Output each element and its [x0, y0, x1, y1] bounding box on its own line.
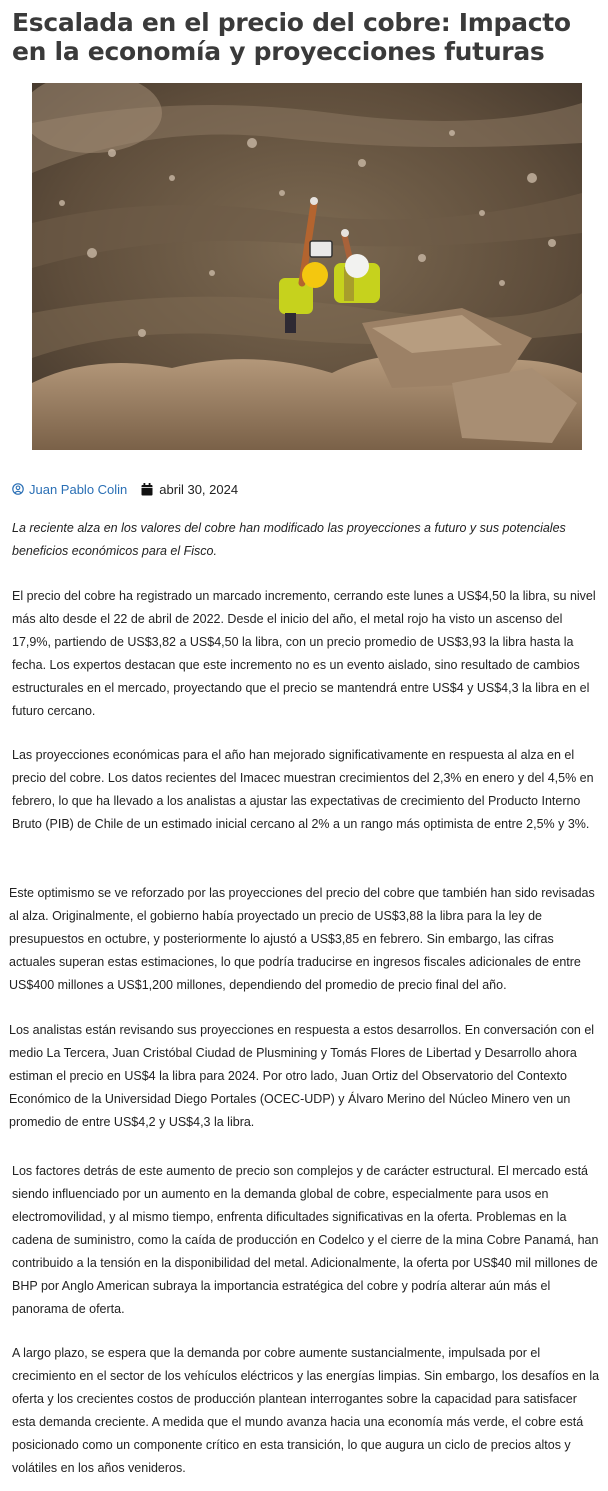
publish-date-wrap — [141, 482, 238, 497]
article-paragraph-2: Las proyecciones económicas para el año han mejorado significativamente en respuesta al alza en el precio del cobre. Los datos recientes del Imacec muestran crecimientos del 2,3% en enero y del 4,5% en febrero, lo que ha llevado a los analistas a ajustar las expectativas de crecimiento del Producto Interno Bruto (PIB) de Chile de un estimado inicial cercano al 2% a un rango más optimista de entre 2,5% y 3%. — [12, 748, 594, 831]
article-lead: La reciente alza en los valores del cobre han modificado las proyecciones a futuro y sus potenciales beneficios económicos para el Fisco. — [12, 521, 566, 558]
article-meta — [12, 480, 238, 498]
mine-workers-illustration — [32, 83, 582, 450]
publish-date: abril 30, 2024 — [159, 481, 239, 497]
article-paragraph-3: Este optimismo se ve reforzado por las proyecciones del precio del cobre que también han sido revisadas al alza. Originalmente, el gobierno había proyectado un precio de US$3,88 la libra para la ley de presupuestos en octubre, y posteriormente lo ajustó a US$3,85 en febrero. Sin embargo, las cifras actuales superan estas estimaciones, lo que podría traducirse en ingresos fiscales adicionales de entre US$400 millones a US$1,200 millones, dependiendo del promedio de precio final del año. — [9, 886, 595, 992]
article-paragraph-5: Los factores detrás de este aumento de precio son complejos y de carácter estructural. El mercado está siendo influenciado por un aumento en la demanda global de cobre, especialmente para usos en electromovilidad, y al mismo tiempo, enfrenta dificultades significativas en la oferta. Problemas en la cadena de suministro, como la caída de producción en Codelco y el cierre de la mina Cobre Panamá, han contribuido a la tensión en la disponibilidad del metal. Adicionalmente, la oferta por US$40 mil millones de BHP por Anglo American subraya la importancia estratégica del cobre y podría alterar aún más el panorama de oferta. — [12, 1164, 599, 1316]
hero-image — [32, 83, 582, 450]
article-paragraph-1: El precio del cobre ha registrado un marcado incremento, cerrando este lunes a US$4,50 la libra, su nivel más alto desde el 22 de abril de 2022. Desde el inicio del año, el metal rojo ha visto un ascenso del 17,9%, partiendo de US$3,82 a US$4,50 la libra, con un precio promedio de US$3,93 la libra hasta la fecha. Los expertos destacan que este incremento no es un evento aislado, sino resultado de cambios estructurales en el mercado, proyectando que el precio se mantendrá entre US$4 y US$4,3 la libra en el futuro cercano. — [12, 589, 596, 718]
author-name: Juan Pablo Colin — [29, 481, 128, 497]
user-circle-icon — [12, 483, 24, 495]
article-paragraph-4: Los analistas están revisando sus proyecciones en respuesta a estos desarrollos. En conversación con el medio La Tercera, Juan Cristóbal Ciudad de Plusmining y Tomás Flores de Libertad y Desarrollo ahora estiman el precio en US$4 la libra para 2024. Por otro lado, Juan Ortiz del Observatorio del Contexto Económico de la Universidad Diego Portales (OCEC-UDP) y Álvaro Merino del Núcleo Minero ven un promedio de entre US$4,2 y US$4,3 la libra. — [9, 1023, 595, 1129]
calendar-icon — [141, 483, 153, 496]
article-title: Escalada en el precio del cobre: Impacto en la economía y proyecciones futuras — [12, 8, 571, 66]
article-paragraph-6: A largo plazo, se espera que la demanda por cobre aumente sustancialmente, impulsada por el crecimiento en el sector de los vehículos eléctricos y las energías limpias. Sin embargo, los desafíos en la oferta y los crecientes costos de producción plantean interrogantes sobre la capacidad para satisfacer esta demanda creciente. A medida que el mundo avanza hacia una economía más verde, el cobre está posicionado como un componente crítico en esta transición, lo que augura un ciclo de precios altos y volátiles en los años venideros. — [12, 1346, 600, 1475]
author-link[interactable] — [12, 482, 127, 497]
